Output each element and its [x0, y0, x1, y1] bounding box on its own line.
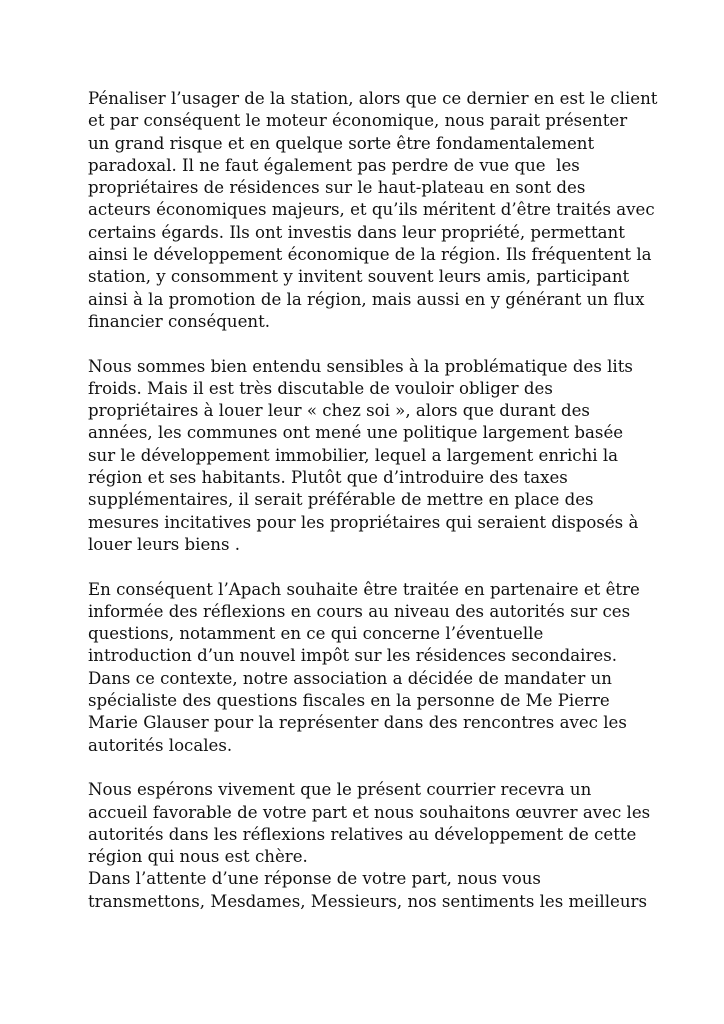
- text-line: ainsi à la promotion de la région, mais aussi en y générant un flux: [88, 289, 645, 309]
- letter-body: [88, 88, 658, 913]
- paragraph-cold-beds: [88, 356, 648, 557]
- text-line: mesures incitatives pour les propriétaires qui seraient disposés à: [88, 512, 639, 532]
- text-line: accueil favorable de votre part et nous souhaitons œuvrer avec les: [88, 802, 651, 822]
- text-line: un grand risque et en quelque sorte être fondamentalement: [88, 133, 595, 153]
- text-line: Dans l’attente d’une réponse de votre part, nous vous: [88, 869, 541, 889]
- text-line: région et ses habitants. Plutôt que d’introduire des taxes: [88, 468, 568, 488]
- text-line: Nous sommes bien entendu sensibles à la problématique des lits: [88, 356, 633, 376]
- text-line: froids. Mais il est très discutable de vouloir obliger des: [88, 378, 553, 398]
- text-line: paradoxal. Il ne faut également pas perdre de vue que les: [88, 155, 580, 175]
- text-line: informée des réflexions en cours au niveau des autorités sur ces: [88, 601, 631, 621]
- text-line: autorités locales.: [88, 735, 233, 755]
- text-line: introduction d’un nouvel impôt sur les résidences secondaires.: [88, 646, 618, 666]
- text-line: région qui nous est chère.: [88, 847, 308, 867]
- text-line: propriétaires à louer leur « chez soi », alors que durant des: [88, 401, 590, 421]
- text-line: acteurs économiques majeurs, et qu’ils méritent d’être traités avec: [88, 200, 655, 220]
- text-line: financier conséquent.: [88, 311, 271, 331]
- text-line: ainsi le développement économique de la région. Ils fréquentent la: [88, 245, 652, 265]
- text-line: sur le développement immobilier, lequel a largement enrichi la: [88, 445, 619, 465]
- text-line: transmettons, Mesdames, Messieurs, nos sentiments les meilleurs: [88, 891, 647, 911]
- paragraph-closing: [88, 779, 651, 913]
- paragraph-apach-partner: [88, 579, 648, 757]
- text-line: et par conséquent le moteur économique, nous parait présenter: [88, 111, 628, 131]
- text-line: louer leurs biens .: [88, 534, 241, 554]
- text-line: supplémentaires, il serait préférable de mettre en place des: [88, 490, 594, 510]
- text-line: Nous espérons vivement que le présent courrier recevra un: [88, 780, 592, 800]
- text-line: station, y consomment y invitent souvent leurs amis, participant: [88, 267, 630, 287]
- text-line: Pénaliser l’usager de la station, alors que ce dernier en est le client: [88, 89, 658, 108]
- paragraph-penalty: [88, 88, 658, 333]
- text-line: En conséquent l’Apach souhaite être traitée en partenaire et être: [88, 579, 640, 599]
- text-line: Marie Glauser pour la représenter dans des rencontres avec les: [88, 713, 627, 733]
- text-line: Dans ce contexte, notre association a décidée de mandater un: [88, 668, 612, 688]
- text-line: spécialiste des questions fiscales en la personne de Me Pierre: [88, 691, 610, 711]
- text-line: autorités dans les réflexions relatives au développement de cette: [88, 824, 637, 844]
- text-line: propriétaires de résidences sur le haut-plateau en sont des: [88, 178, 586, 198]
- text-line: années, les communes ont mené une politique largement basée: [88, 423, 624, 443]
- text-line: questions, notamment en ce qui concerne l’éventuelle: [88, 624, 544, 644]
- text-line: certains égards. Ils ont investis dans leur propriété, permettant: [88, 222, 625, 242]
